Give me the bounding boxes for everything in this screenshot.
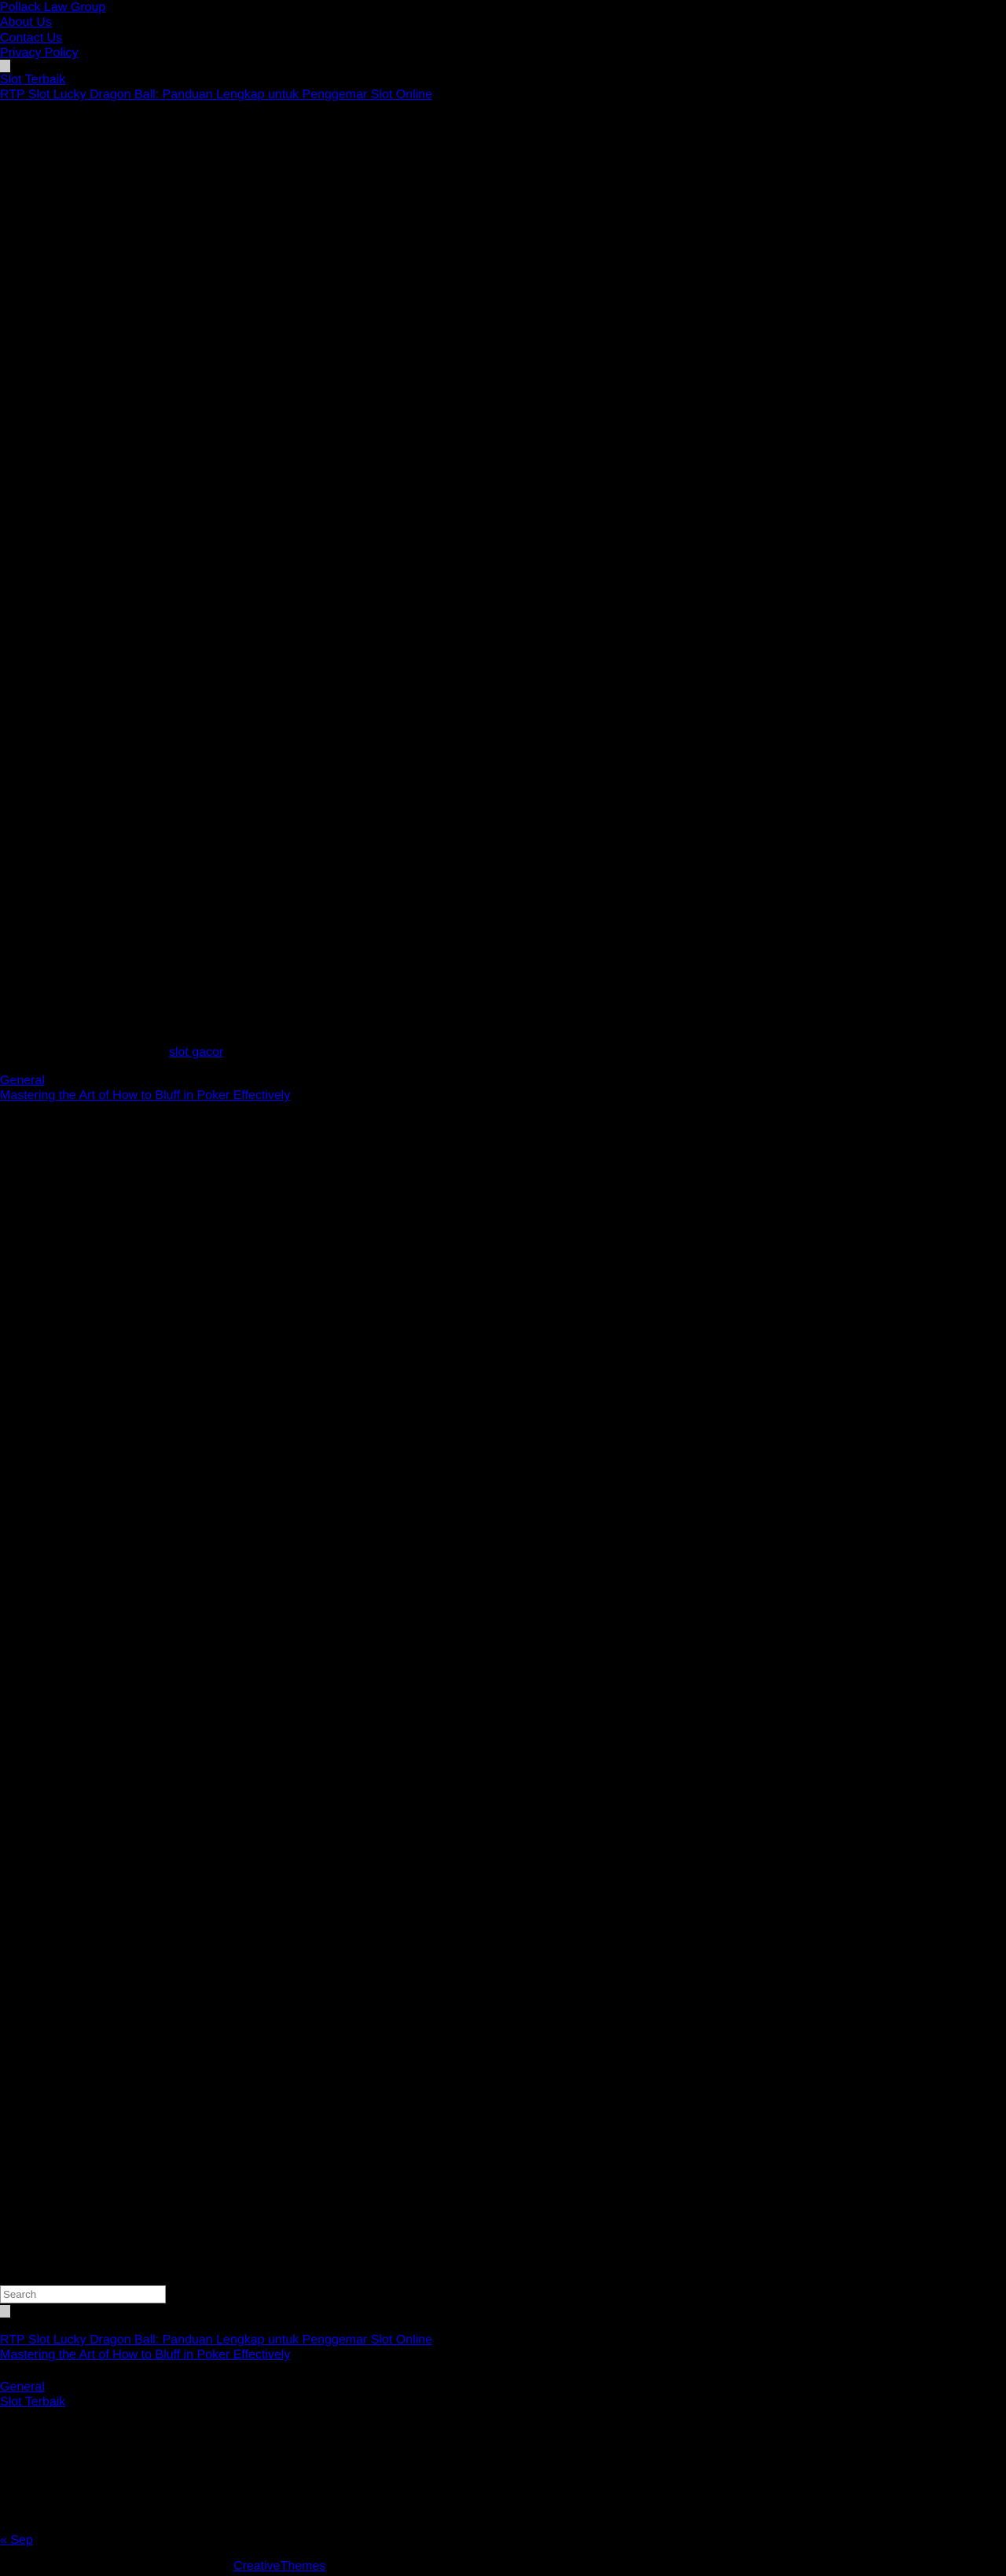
post-1-category-link[interactable]: Slot Terbaik [0,73,66,86]
calendar-prev-month-link[interactable]: « Sep [0,2534,33,2547]
post-1-header [0,72,432,103]
search-input[interactable] [0,2285,166,2303]
header-nav [0,0,105,61]
categories-widget [0,2380,65,2410]
category-link-general[interactable]: General [0,2380,45,2394]
nav-link-privacy-policy[interactable]: Privacy Policy [0,46,79,60]
post-2-category-link[interactable]: General [0,1074,45,1087]
search-submit-button[interactable] [0,2305,10,2318]
inline-slot-gacor-link[interactable]: slot gacor [169,1046,224,1059]
category-link-slot-terbaik[interactable]: Slot Terbaik [0,2395,66,2409]
recent-posts-widget [0,2332,432,2363]
recent-post-link-1[interactable]: RTP Slot Lucky Dragon Ball: Panduan Lengkap untuk Penggemar Slot Online [0,2333,432,2347]
post-2-title-link[interactable]: Mastering the Art of How to Bluff in Poker Effectively [0,1089,291,1103]
post-2-header [0,1073,290,1104]
nav-link-contact-us[interactable]: Contact Us [0,31,63,45]
site-title-link[interactable]: Pollack Law Group [0,1,106,14]
footer-theme-credit-link[interactable]: CreativeThemes [233,2560,326,2573]
recent-post-link-2[interactable]: Mastering the Art of How to Bluff in Poker Effectively [0,2348,291,2362]
nav-link-about-us[interactable]: About Us [0,16,52,30]
post-1-title-link[interactable]: RTP Slot Lucky Dragon Ball: Panduan Lengkap untuk Penggemar Slot Online [0,88,432,102]
search-toggle-button[interactable] [0,60,10,72]
